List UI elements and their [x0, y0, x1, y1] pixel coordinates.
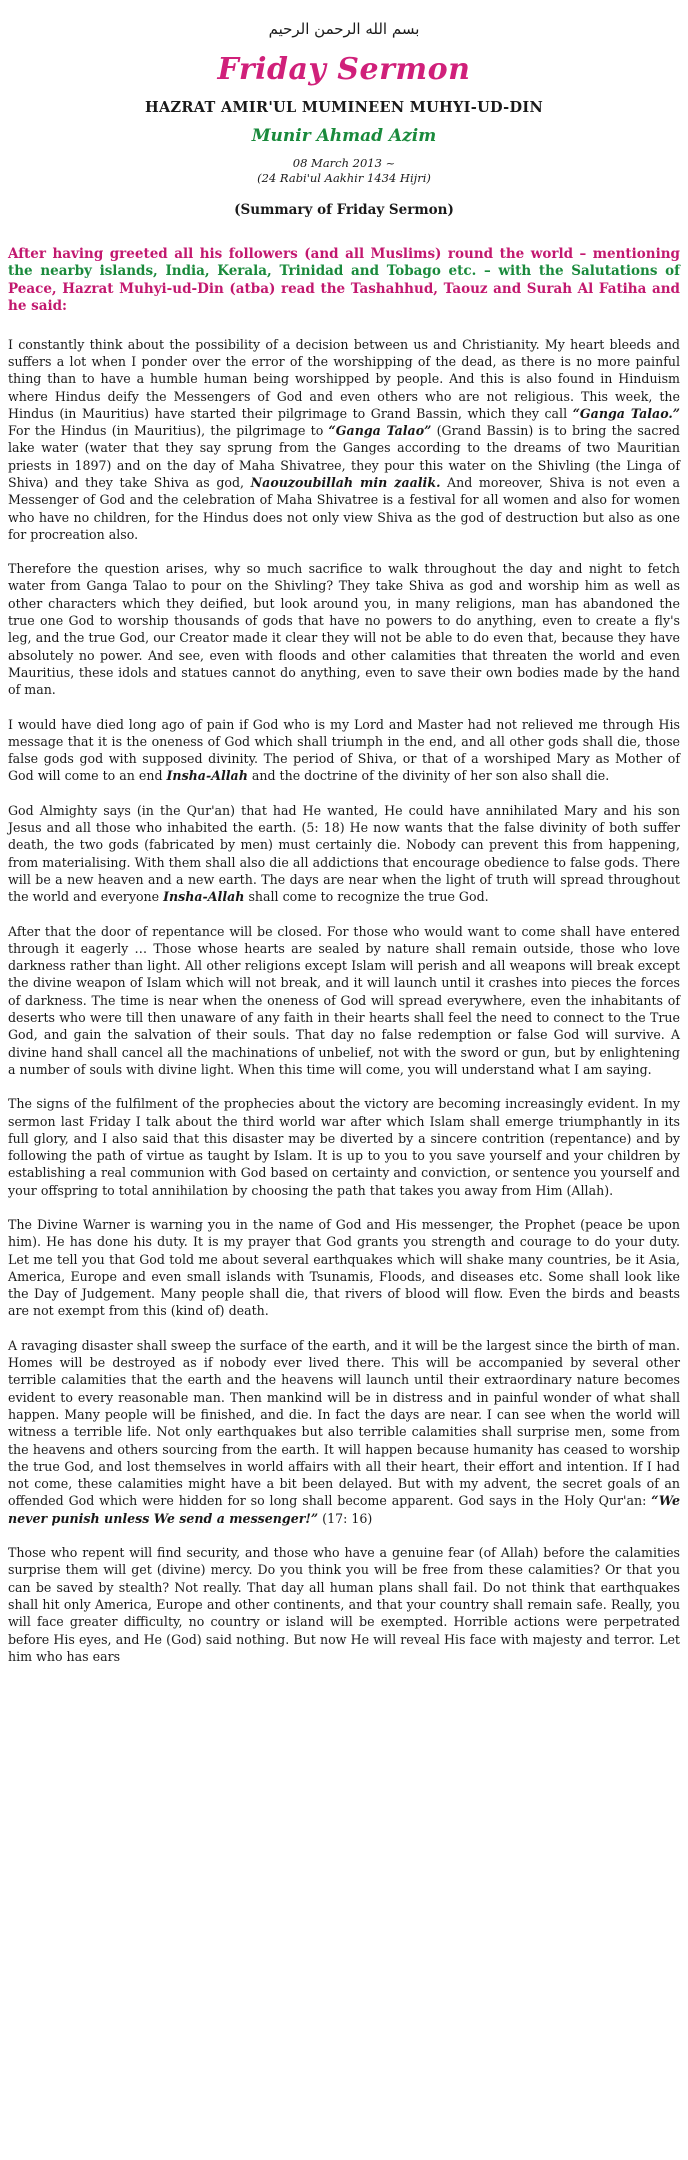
paragraph-6: The signs of the fulfilment of the prophecies about the victory are becoming increasingly evident. In my sermon last Friday I talk about the third world war after which Islam shall emerge triumphantly in its full glory, and I also said that this disaster may be diverted by a sincere contrition (repentance) and by following the path of virtue as taught by Islam. It is up to you to you save yourself and your children by establishing a real communion with God based on certainty and conviction, or sentence you yourself and your offspring to total annihilation by choosing the path that takes you away from Him (Allah).	[8, 1096, 680, 1198]
paragraph-3	[8, 716, 680, 785]
intro-text-3: Peace, Hazrat Muhyi-ud-Din (atba) read the Tashahhud, Taouz and Surah Al Fatiha and he said:	[8, 280, 680, 315]
p4-text-a: God Almighty says (in the Qur'an) that had He wanted, He could have annihilated Mary and his son Jesus and all those who inhabited the earth. (5: 18) He now wants that the false divinity of both suffer death, the two gods (fabricated by men) must certainly die. Nobody can prevent this from happening, from materialising. With them shall also die all addictions that encourage obedience to false gods. There will be a new heaven and a new earth. The days are near when the light of truth will spread throughout the world and everyone	[8, 802, 680, 905]
intro-paragraph	[8, 246, 680, 316]
p1-text-d: And moreover, Shiva is not even a Messenger of God and the celebration of Maha Shivatree is a festival for all women and also for women who have no children, for the Hindus does not only view Shiva as the god of destruction but also as one for procreation also.	[8, 475, 680, 542]
p8-emphasis-1: “We never punish unless We send a messenger!”	[8, 1493, 680, 1526]
p4-text-b: shall come to recognize the true God.	[244, 889, 489, 905]
paragraph-5: After that the door of repentance will be closed. For those who would want to come shall have entered through it eagerly … Those whose hearts are sealed by nature shall remain outside, those who love darkness rather than light. All other religions except Islam will perish and all weapons will break except the divine weapon of Islam which will not break, and it will launch until it crashes into pieces the forces of darkness. The time is near when the oneness of God will spread everywhere, even the inhabitants of deserts who were till then unaware of any faith in their hearts shall feel the need to connect to the True God, and gain the salvation of their souls. That day no false redemption or false God will survive. A divine hand shall cancel all the machinations of unbelief, not with the sword or gun, but by enlightening a number of souls with divine light. When this time will come, you will understand what I am saying.	[8, 923, 680, 1077]
p1-text-b: For the Hindus (in Mauritius), the pilgrimage to	[8, 423, 329, 439]
summary-label: (Summary of Friday Sermon)	[234, 202, 454, 218]
p4-emphasis-1: Insha-Allah	[163, 889, 245, 905]
paragraph-9: Those who repent will find security, and those who have a genuine fear (of Allah) before the calamities surprise them will get (divine) mercy. Do you think you will be free from these calamities? Or that you can be saved by stealth? Not really. That day all human plans shall fail. Do not think that earthquakes shall hit only America, Europe and other continents, and that your country shall remain safe. Really, you will face greater difficulty, no country or island will be exempted. Horrible actions were perpetrated before His eyes, and He (God) said nothing. But now He will reveal His face with majesty and terror. Let him who has ears	[8, 1545, 680, 1664]
leader-name: Munir Ahmad Azim	[251, 126, 437, 146]
p1-text-c: (Grand Bassin) is to bring the sacred lake water (water that they say sprung from the Ganges according to the dreams of two Mauritian priests in 1897) and on the day of Maha Shivatree, they pour this water on the Shivling (the Linga of Shiva) and they take Shiva as god,	[8, 423, 680, 490]
p1-emphasis-1: “Ganga Talao.”	[572, 405, 680, 421]
paragraph-2: Therefore the question arises, why so much sacrifice to walk throughout the day and night to fetch water from Ganga Talao to pour on the Shivling? They take Shiva as god and worship him as well as other characters which they deified, but look around you, in many religions, man has abandoned the true one God to worship thousands of gods that have no powers to do anything, even to create a fly's leg, and the true God, our Creator made it clear they will not be able to do even that, because they have absolutely no power. And see, even with floods and other calamities that threaten the world and even Mauritius, these idols and statues cannot do anything, even to save their own bodies made by the hand of man.	[8, 561, 680, 698]
sermon-header	[8, 20, 680, 218]
paragraph-4	[8, 802, 680, 906]
paragraph-1	[8, 336, 680, 544]
date-hijri: (24 Rabi'ul Aakhir 1434 Hijri)	[257, 171, 431, 185]
bismillah: بسم الله الرحمن الرحيم	[268, 20, 420, 38]
p1-text-a: I constantly think about the possibility of a decision between us and Christianity. My heart bleeds and suffers a lot when I ponder over the error of the worshipping of the dead, as there is no more painful thing than to have a humble human being worshipped by people. And this is also found in Hinduism where Hindus deify the Messengers of God and even others who are not religious. This week, the Hindus (in Mauritius) have started their pilgrimage to Grand Bassin, which they call	[8, 336, 680, 421]
leader-title: HAZRAT AMIR'UL MUMINEEN MUHYI-UD-DIN	[145, 99, 543, 116]
intro-text-1: After having greeted all his followers (and all Muslims) round the world – mentioning	[8, 246, 680, 262]
p8-text-a: A ravaging disaster shall sweep the surface of the earth, and it will be the largest since the birth of man. Homes will be destroyed as if nobody ever lived there. This will be accompanied by several other terrible calamities that the earth and the heavens will launch until their extraordinary nature becomes evident to every reasonable man. Then mankind will be in distress and in painful wonder of what shall happen. Many people will be finished, and die. In fact the days are near. I can see when the world will witness a terrible life. Not only earthquakes but also terrible calamities shall surprise men, some from the heavens and others sourcing from the earth. It will happen because humanity has ceased to worship the true God, and lost themselves in world affairs with all their heart, their effort and intention. If I had not come, these calamities might have a bit been delayed. But with my advent, the secret goals of an offended God which were hidden for so long shall become apparent. God says in the Holy Qur'an:	[8, 1337, 680, 1509]
p3-emphasis-1: Insha-Allah	[166, 768, 248, 784]
p3-text-a: I would have died long ago of pain if God who is my Lord and Master had not relieved me through His message that it is the oneness of God which shall triumph in the end, and all other gods shall die, those false gods god with supposed divinity. The period of Shiva, or that of a worshiped Mary as Mother of God will come to an end	[8, 716, 680, 784]
date-gregorian: 08 March 2013 ~	[292, 156, 396, 170]
p1-emphasis-3: Naouzoubillah min zaalik.	[250, 475, 441, 490]
p1-emphasis-2: “Ganga Talao”	[328, 423, 432, 439]
p8-text-b: (17: 16)	[318, 1510, 373, 1526]
paragraph-8	[8, 1337, 680, 1527]
page-title: Friday Sermon	[217, 52, 471, 87]
p3-text-b: and the doctrine of the divinity of her son also shall die.	[247, 768, 610, 784]
intro-text-green: the nearby islands, India, Kerala, Trinidad and Tobago etc. – with the Salutations of	[8, 263, 680, 280]
paragraph-7: The Divine Warner is warning you in the name of God and His messenger, the Prophet (peace be upon him). He has done his duty. It is my prayer that God grants you strength and courage to do your duty. Let me tell you that God told me about several earthquakes which will shake many countries, be it Asia, America, Europe and even small islands with Tsunamis, Floods, and diseases etc. Some shall look like the Day of Judgement. Many people shall die, that rivers of blood will flow. Even the birds and beasts are not exempt from this (kind of) death.	[8, 1216, 680, 1319]
